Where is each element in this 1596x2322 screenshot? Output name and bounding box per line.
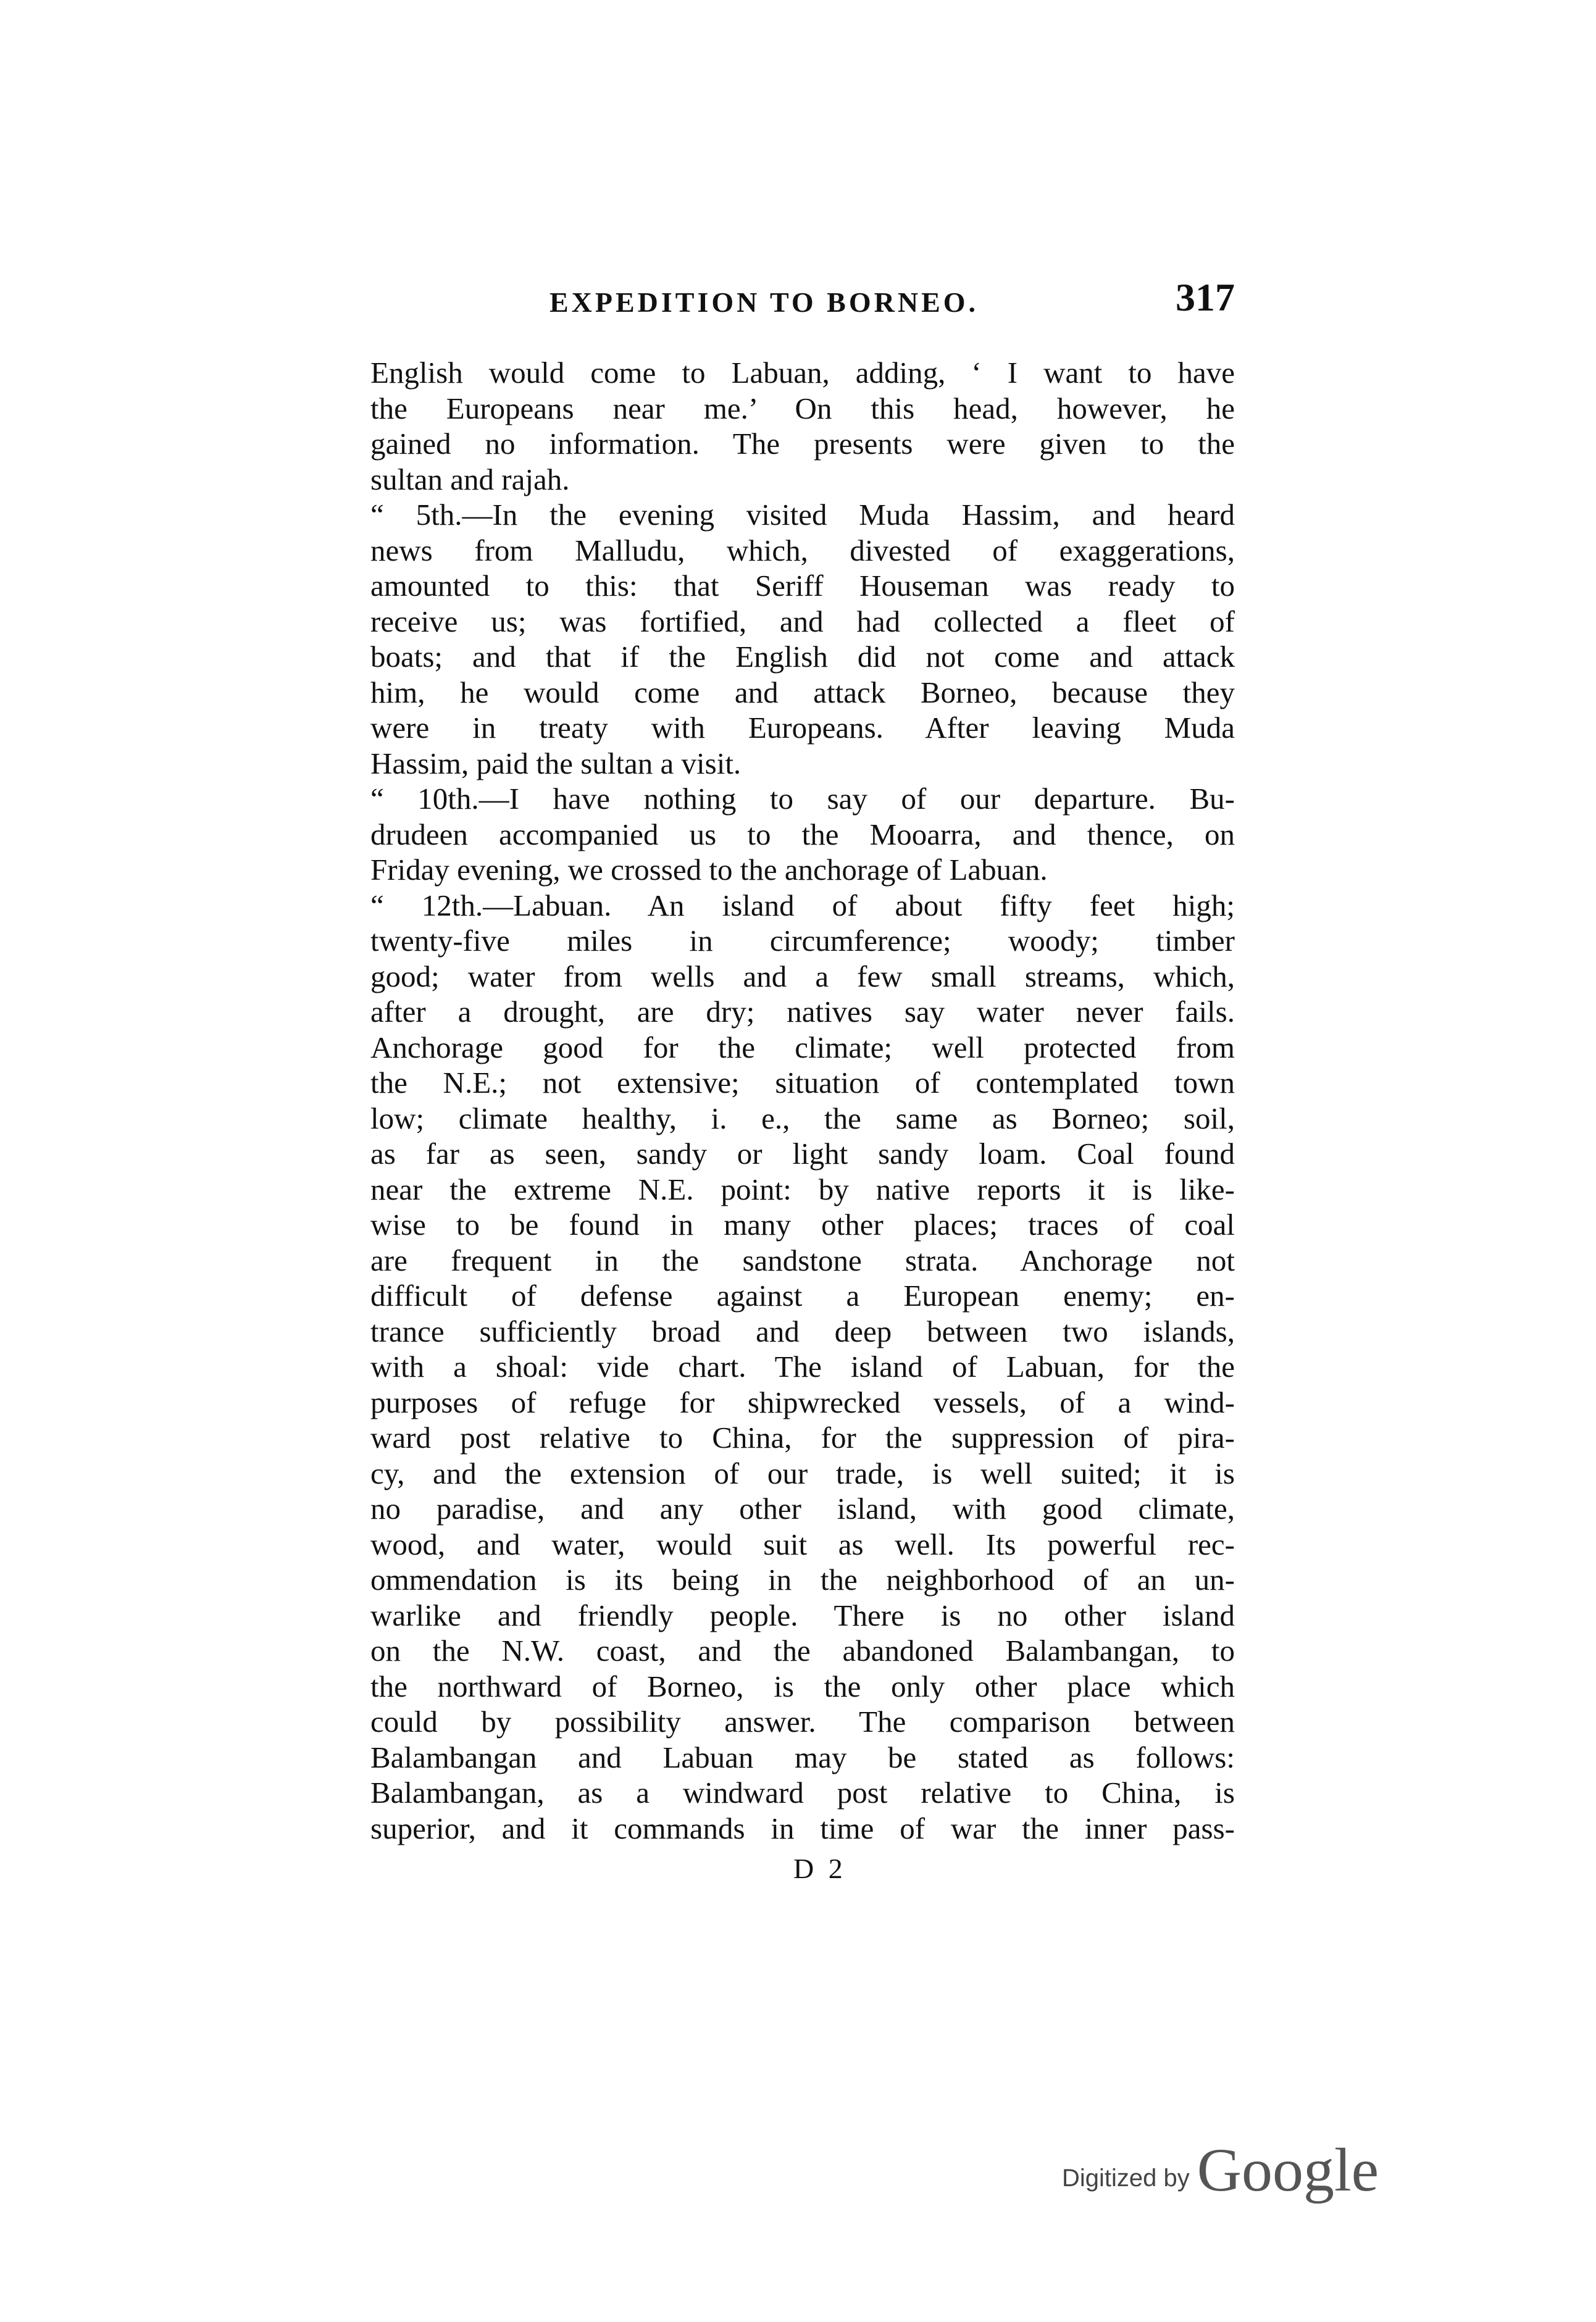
text-line: sultan and rajah. [370, 462, 570, 496]
text-line: receive us; was fortified, and had collected a fleet of [370, 604, 1235, 638]
text-line: cy, and the extension of our trade, is well suited; it is [370, 1456, 1235, 1490]
digitized-label: Digitized by [1062, 2165, 1190, 2192]
text-line: trance sufficiently broad and deep between two islands, [370, 1314, 1235, 1348]
text-line: are frequent in the sandstone strata. Anchorage not [370, 1243, 1235, 1277]
text-line: boats; and that if the English did not come and attack [370, 640, 1235, 674]
text-line: the Europeans near me.’ On this head, however, he [370, 391, 1235, 425]
signature-mark: D 2 [793, 1853, 846, 1884]
text-line: the northward of Borneo, is the only other place which [370, 1669, 1235, 1703]
running-head: EXPEDITION TO BORNEO. [549, 286, 979, 318]
digitized-by-watermark [1062, 2133, 1379, 2204]
text-line: Friday evening, we crossed to the anchorage of Labuan. [370, 853, 1048, 887]
text-line: wood, and water, would suit as well. Its powerful rec- [370, 1527, 1235, 1561]
text-line: ommendation is its being in the neighborhood of an un- [370, 1563, 1235, 1597]
text-line: as far as seen, sandy or light sandy loam. Coal found [370, 1137, 1235, 1171]
google-logo: Google [1197, 2136, 1379, 2204]
text-line: purposes of refuge for shipwrecked vessels, of a wind- [370, 1385, 1235, 1419]
text-line: news from Malludu, which, divested of exaggerations, [370, 533, 1235, 567]
text-line: English would come to Labuan, adding, ‘ I want to have [370, 356, 1235, 390]
body-text [370, 355, 1235, 1846]
text-line: ward post relative to China, for the suppression of pira- [370, 1421, 1235, 1455]
text-line: “ 5th.—In the evening visited Muda Hassim, and heard [370, 498, 1235, 532]
text-line: wise to be found in many other places; traces of coal [370, 1208, 1235, 1242]
text-line: were in treaty with Europeans. After leaving Muda [370, 711, 1235, 745]
text-line: Anchorage good for the climate; well protected from [370, 1030, 1235, 1064]
text-line: difficult of defense against a European enemy; en- [370, 1279, 1235, 1313]
text-line: gained no information. The presents were given to the [370, 427, 1235, 461]
text-line: twenty-five miles in circumference; woody; timber [370, 924, 1235, 958]
text-line: Balambangan, as a windward post relative to China, is [370, 1776, 1235, 1810]
text-line: with a shoal: vide chart. The island of Labuan, for the [370, 1350, 1235, 1384]
text-line: good; water from wells and a few small streams, which, [370, 959, 1235, 993]
text-line: Balambangan and Labuan may be stated as follows: [370, 1740, 1235, 1774]
text-line: could by possibility answer. The comparison between [370, 1705, 1235, 1739]
text-line: amounted to this: that Seriff Houseman was ready to [370, 569, 1235, 603]
text-line: after a drought, are dry; natives say water never fails. [370, 995, 1235, 1029]
text-line: “ 12th.—Labuan. An island of about fifty feet high; [370, 888, 1235, 922]
page-header [370, 275, 1235, 330]
text-line: him, he would come and attack Borneo, because they [370, 675, 1235, 709]
text-line: the N.E.; not extensive; situation of contemplated town [370, 1066, 1235, 1100]
text-line: low; climate healthy, i. e., the same as Borneo; soil, [370, 1101, 1235, 1135]
text-line: “ 10th.—I have nothing to say of our departure. Bu- [370, 782, 1235, 816]
text-line: on the N.W. coast, and the abandoned Balambangan, to [370, 1634, 1235, 1668]
text-line: warlike and friendly people. There is no other island [370, 1598, 1235, 1632]
text-line: Hassim, paid the sultan a visit. [370, 746, 742, 780]
page-number: 317 [1176, 275, 1235, 319]
text-line: no paradise, and any other island, with good climate, [370, 1492, 1235, 1526]
text-line: drudeen accompanied us to the Mooarra, and thence, on [370, 817, 1235, 851]
text-line: near the extreme N.E. point: by native reports it is like- [370, 1172, 1235, 1206]
text-line: superior, and it commands in time of war the inner pass- [370, 1811, 1235, 1845]
